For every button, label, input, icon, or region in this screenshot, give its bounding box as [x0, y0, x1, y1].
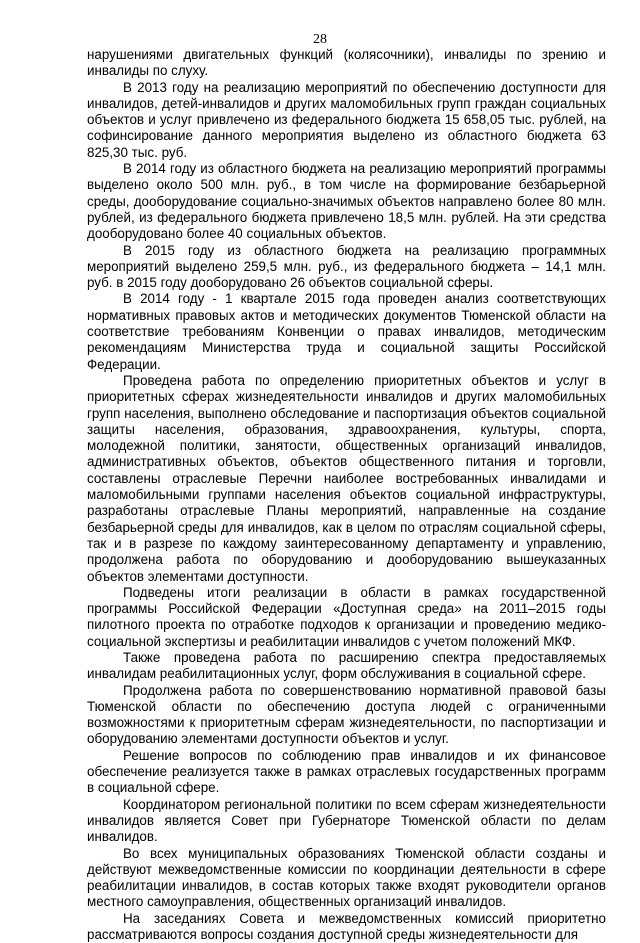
- document-body: [87, 47, 606, 943]
- paragraph-12: Во всех муниципальных образованиях Тюменской области созданы и действуют межведомственные комиссии по координации деятельности в сфере реабилитации инвалидов, в состав которых также входят руководители органов местного самоуправления, общественных организаций инвалидов.: [87, 845, 606, 910]
- paragraph-3: В 2014 году из областного бюджета на реализацию мероприятий программы выделено около 500 млн. руб., в том числе на формирование безбарьерной среды, дооборудование социально-значимых объектов направлено более 80 млн. рублей, из федерального бюджета привлечено 18,5 млн. рублей. На эти средства дооборудовано более 40 социальных объектов.: [87, 161, 606, 242]
- paragraph-13: На заседаниях Совета и межведомственных комиссий приоритетно рассматриваются вопросы создания доступной среды жизнедеятельности для: [87, 910, 606, 943]
- paragraph-5: В 2014 году - 1 квартале 2015 года проведен анализ соответствующих нормативных правовых актов и методических документов Тюменской области на соответствие требованиям Конвенции о правах инвалидов, методическим рекомендациям Министерства труда и социальной защиты Российской Федерации.: [87, 291, 606, 372]
- paragraph-6: Проведена работа по определению приоритетных объектов и услуг в приоритетных сферах жизнедеятельности инвалидов и других маломобильных групп населения, выполнено обследование и паспортизация объектов социальной защиты населения, образования, здравоохранения, культуры, спорта, молодежной политики, занятости, общественных организаций инвалидов, административных объектов, объектов общественного питания и торговли, составлены отраслевые Перечни наиболее востребованных инвалидами и маломобильными группами населения объектов социальной инфраструктуры, разработаны отраслевые Планы мероприятий, направленные на создание безбарьерной среды для инвалидов, как в целом по отраслям социальной сферы, так и в разрезе по каждому заинтересованному департаменту и управлению, продолжена работа по оборудованию и дооборудованию вышеуказанных объектов элементами доступности.: [87, 372, 606, 584]
- paragraph-10: Решение вопросов по соблюдению прав инвалидов и их финансовое обеспечение реализуется также в рамках отраслевых государственных программ в социальной сфере.: [87, 747, 606, 796]
- paragraph-11: Координатором региональной политики по всем сферам жизнедеятельности инвалидов является Совет при Губернаторе Тюменской области по делам инвалидов.: [87, 796, 606, 845]
- paragraph-2: В 2013 году на реализацию мероприятий по обеспечению доступности для инвалидов, детей-инвалидов и других маломобильных групп граждан социальных объектов и услуг привлечено из федерального бюджета 15 658,05 тыс. рублей, на софинсирование данного мероприятия выделено из областного бюджета 63 825,30 тыс. руб.: [87, 79, 606, 160]
- page-number: 28: [313, 32, 327, 47]
- paragraph-9: Продолжена работа по совершенствованию нормативной правовой базы Тюменской области по обеспечению доступа людей с ограниченными возможностями к приоритетным сферам жизнедеятельности, по паспортизации и оборудованию элементами доступности объектов и услуг.: [87, 682, 606, 747]
- paragraph-8: Также проведена работа по расширению спектра предоставляемых инвалидам реабилитационных услуг, форм обслуживания в социальной сфере.: [87, 649, 606, 682]
- paragraph-7: Подведены итоги реализации в области в рамках государственной программы Российской Федерации «Доступная среда» на 2011–2015 годы пилотного проекта по отработке подходов к организации и проведению медико-социальной экспертизы и реабилитации инвалидов с учетом положений МКФ.: [87, 584, 606, 649]
- paragraph-1: нарушениями двигательных функций (колясочники), инвалиды по зрению и инвалиды по слуху.: [87, 47, 606, 79]
- paragraph-4: В 2015 году из областного бюджета на реализацию программных мероприятий выделено 259,5 млн. руб., из федерального бюджета – 14,1 млн. руб. в 2015 году дооборудовано 26 объектов социальной сферы.: [87, 242, 606, 291]
